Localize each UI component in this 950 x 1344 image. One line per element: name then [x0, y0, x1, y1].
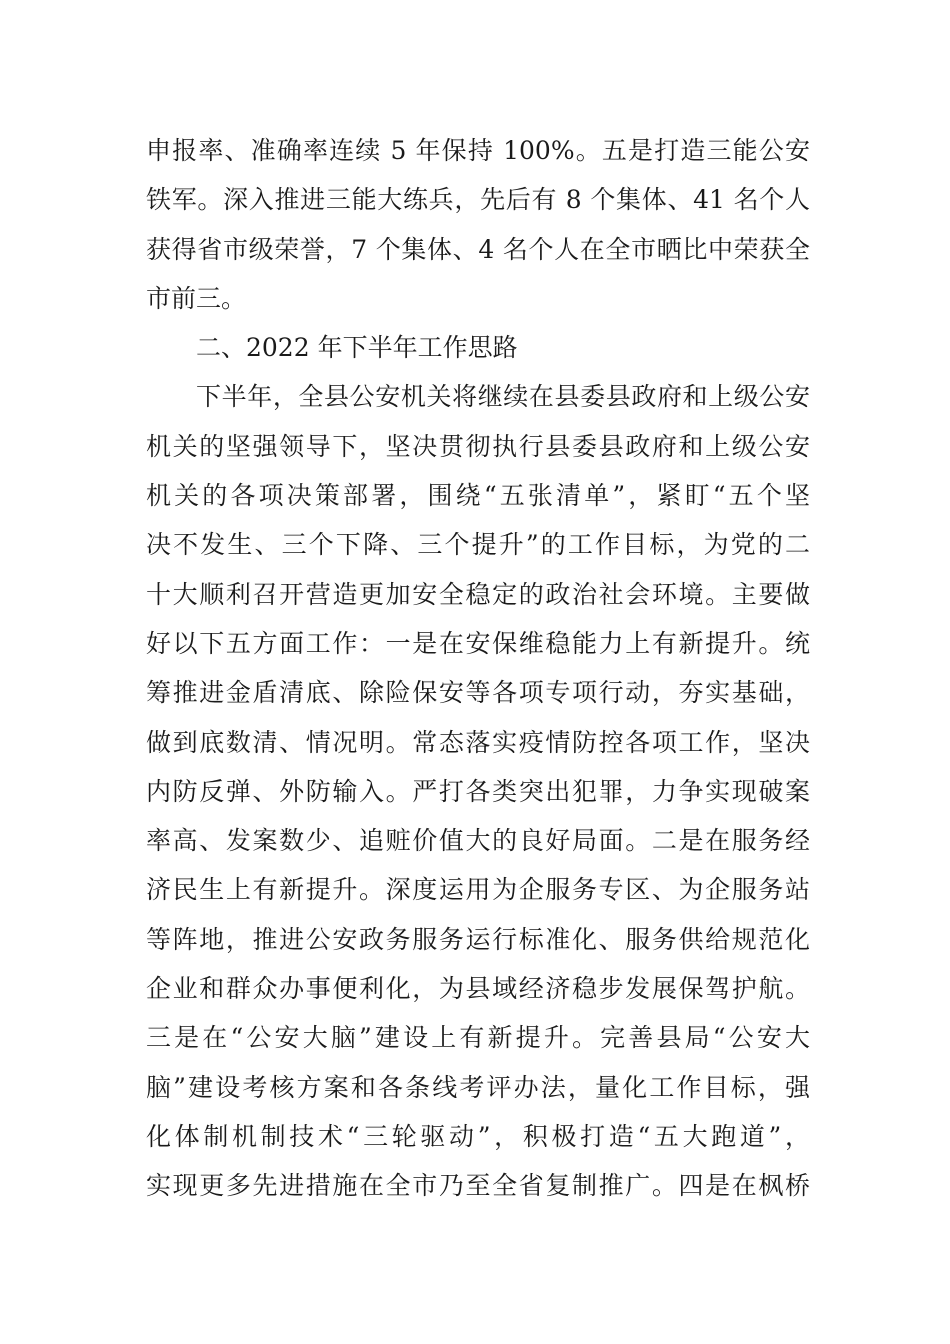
text-line: 好以下五方面工作：一是在安保维稳能力上有新提升。统	[146, 628, 810, 658]
text-line: 铁军。深入推进三能大练兵，先后有 8 个集体、41 名个人	[146, 185, 810, 215]
text-line: 机关的各项决策部署，围绕“五张清单”，紧盯“五个坚	[146, 481, 810, 511]
text-line: 申报率、准确率连续 5 年保持 100%。五是打造三能公安	[146, 136, 810, 165]
text-line: 筹推进金盾清底、除险保安等各项专项行动，夯实基础，	[146, 678, 810, 708]
section-heading: 二、2022 年下半年工作思路	[196, 333, 518, 363]
text-line: 市前三。	[146, 283, 247, 313]
text-line: 企业和群众办事便利化，为县域经济稳步发展保驾护航。	[146, 974, 810, 1004]
text-line: 决不发生、三个下降、三个提升”的工作目标，为党的二	[146, 530, 810, 560]
document-body	[146, 126, 810, 1211]
text-line: 济民生上有新提升。深度运用为企服务专区、为企服务站	[146, 875, 810, 905]
text-line: 十大顺利召开营造更加安全稳定的政治社会环境。主要做	[146, 579, 810, 609]
text-line: 机关的坚强领导下，坚决贯彻执行县委县政府和上级公安	[146, 431, 810, 461]
text-line: 化体制机制技术“三轮驱动”，积极打造“五大跑道”，	[146, 1121, 810, 1151]
text-line: 下半年，全县公安机关将继续在县委县政府和上级公安	[196, 382, 810, 412]
text-line: 内防反弹、外防输入。严打各类突出犯罪，力争实现破案	[146, 776, 810, 806]
text-line: 获得省市级荣誉，7 个集体、4 名个人在全市晒比中荣获全	[146, 234, 810, 264]
text-line: 等阵地，推进公安政务服务运行标准化、服务供给规范化	[146, 924, 810, 954]
text-line: 率高、发案数少、追赃价值大的良好局面。二是在服务经	[146, 826, 810, 856]
text-line: 做到底数清、情况明。常态落实疫情防控各项工作，坚决	[146, 727, 810, 757]
text-line: 脑”建设考核方案和各条线考评办法，量化工作目标，强	[146, 1072, 810, 1102]
text-line: 三是在“公安大脑”建设上有新提升。完善县局“公安大	[146, 1023, 810, 1053]
text-line: 实现更多先进措施在全市乃至全省复制推广。四是在枫桥	[146, 1171, 810, 1201]
